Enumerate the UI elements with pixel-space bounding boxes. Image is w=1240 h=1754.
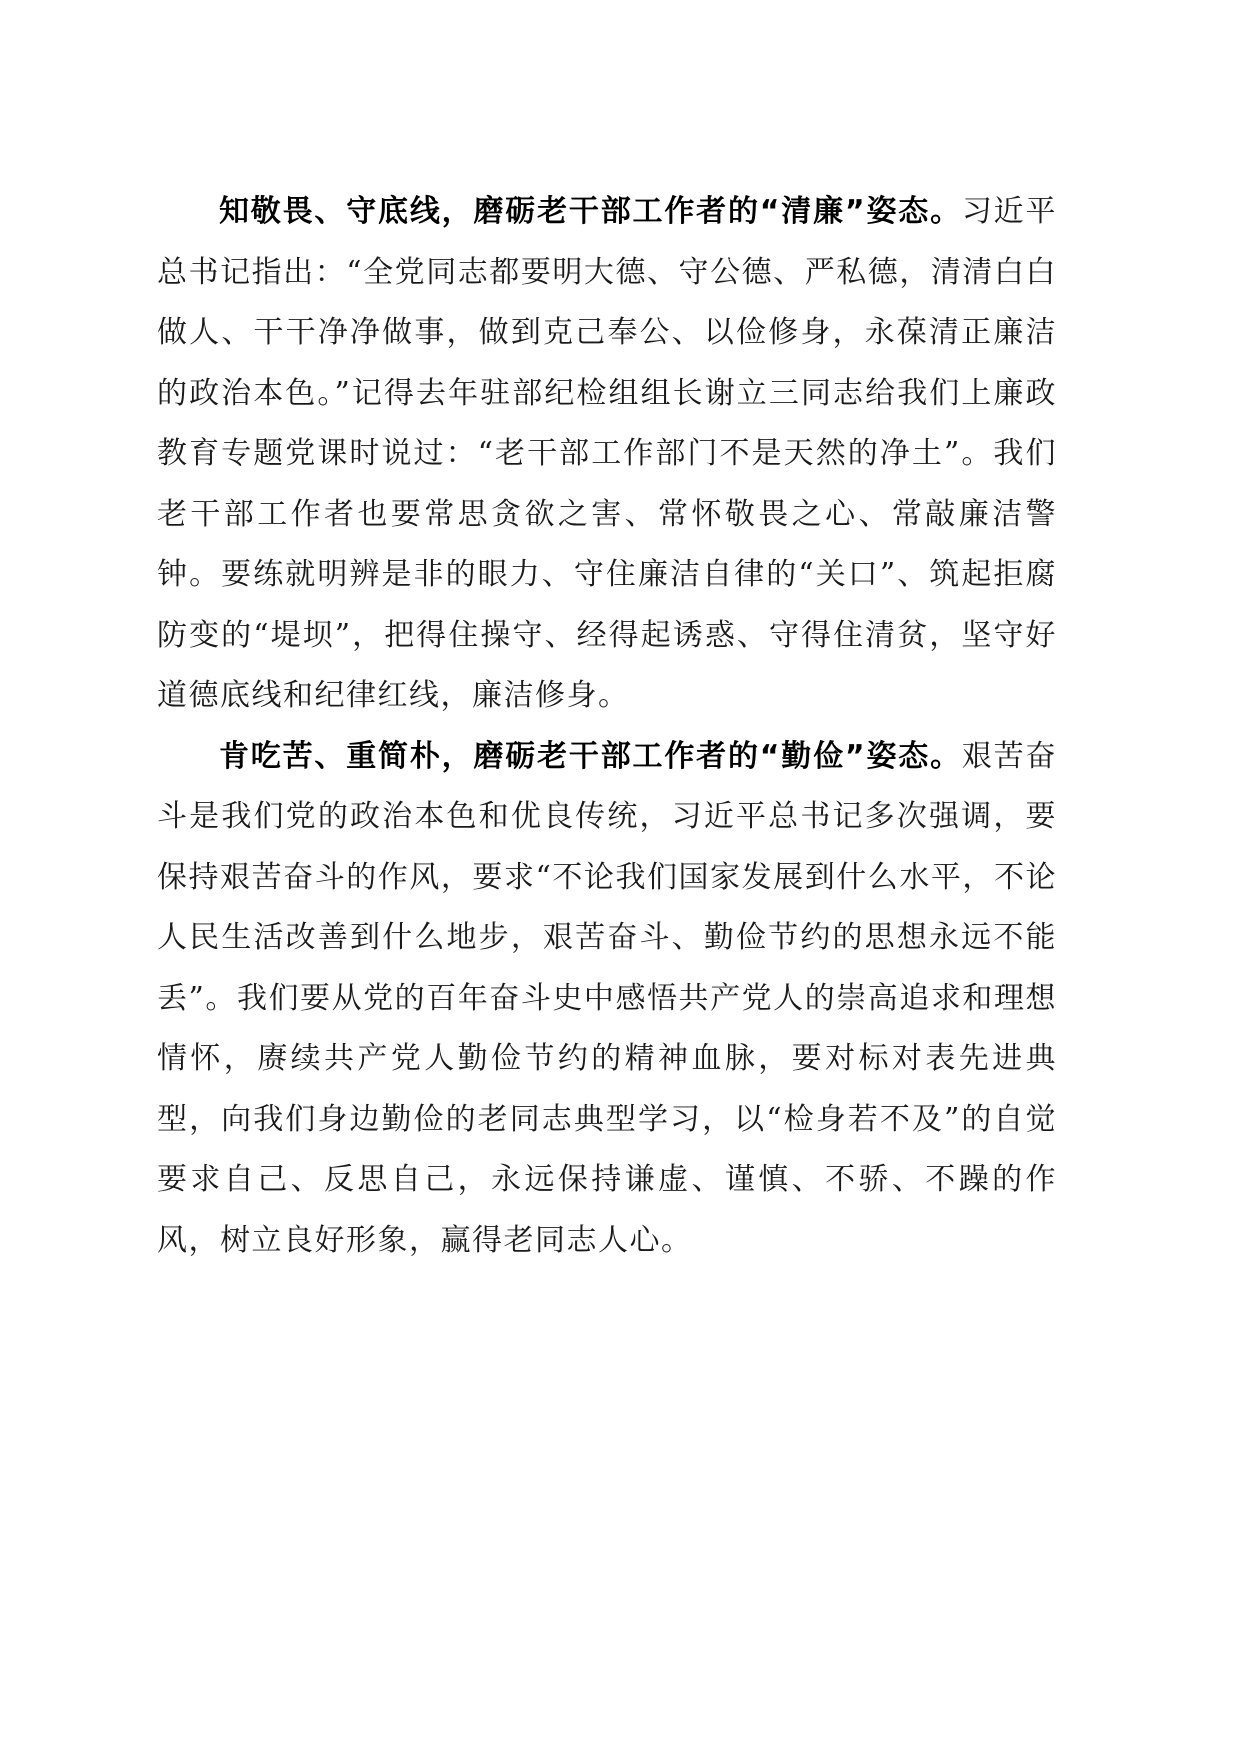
paragraph-heading: 肯吃苦、重简朴，磨砺老干部工作者的“勤俭”姿态。 bbox=[219, 738, 962, 774]
paragraph-heading: 知敬畏、守底线，磨砺老干部工作者的“清廉”姿态。 bbox=[219, 194, 962, 229]
paragraph-frugality bbox=[157, 727, 1057, 1272]
paragraph-text: 习近平总书记指出：“全党同志都要明大德、守公德、严私德，清清白白做人、干干净净做事，做到克己奉公、以俭修身，永葆清正廉洁的政治本色。”记得去年驻部纪检组组长谢立三同志给我们上廉政教育专题党课时说过：“老干部工作部门不是天然的净土”。我们老干部工作者也要常思贪欲之害、常怀敬畏之心、常敲廉洁警钟。要练就明辨是非的眼力、守住廉洁自律的“关口”、筑起拒腐防变的“堤坝”，把得住操守、经得起诱惑、守得住清贫，坚守好道德底线和纪律红线，廉洁修身。 bbox=[157, 194, 1057, 713]
document-body bbox=[157, 182, 1057, 1271]
paragraph-text: 艰苦奋斗是我们党的政治本色和优良传统，习近平总书记多次强调，要保持艰苦奋斗的作风，要求“不论我们国家发展到什么水平，不论人民生活改善到什么地步，艰苦奋斗、勤俭节约的思想永远不能丢”。我们要从党的百年奋斗史中感悟共产党人的崇高追求和理想情怀，赓续共产党人勤俭节约的精神血脉，要对标对表先进典型，向我们身边勤俭的老同志典型学习，以“检身若不及”的自觉要求自己、反思自己，永远保持谦虚、谨慎、不骄、不躁的作风，树立良好形象，赢得老同志人心。 bbox=[157, 738, 1057, 1258]
paragraph-integrity bbox=[157, 182, 1057, 727]
